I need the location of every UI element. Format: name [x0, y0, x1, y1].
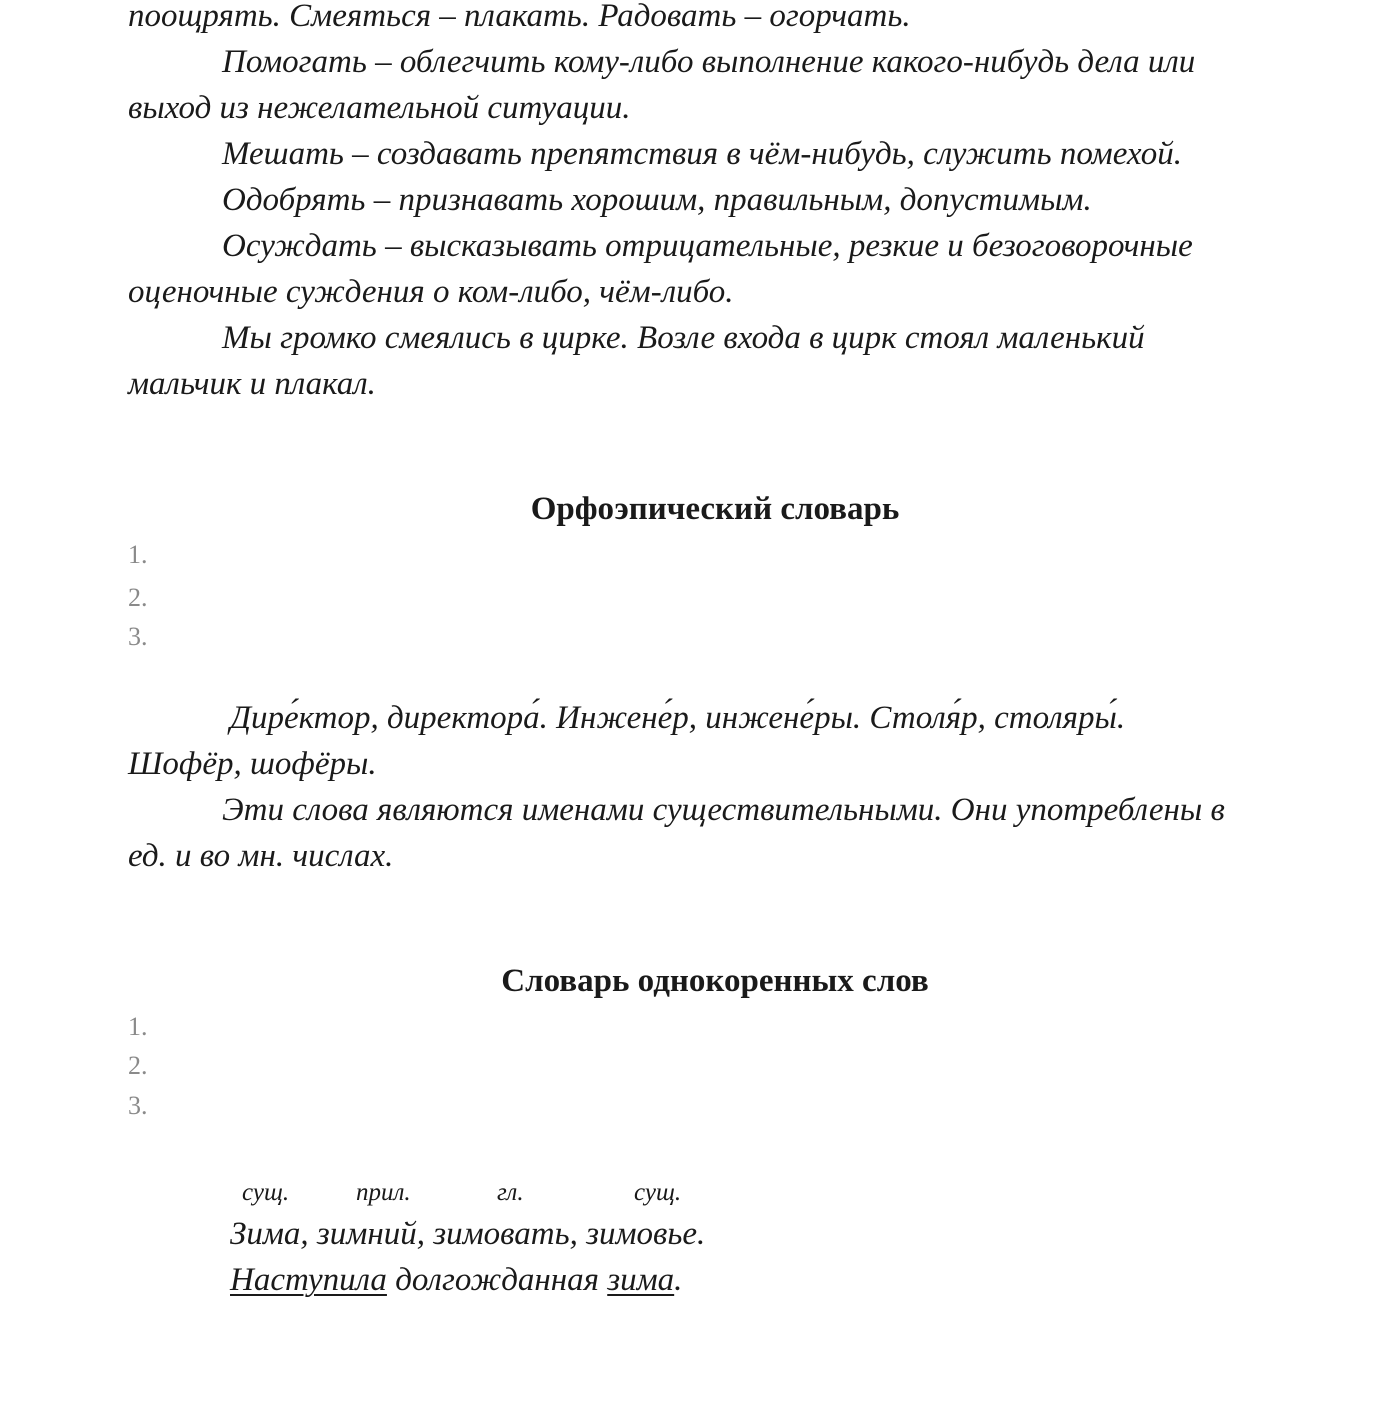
text-line: Помогать – облегчить кому-либо выполнение какого-нибудь дела или	[222, 44, 1196, 80]
text-line: Одобрять – признавать хорошим, правильным, допустимым.	[222, 182, 1092, 218]
text-line: выход из нежелательной ситуации.	[128, 90, 631, 126]
sentence-middle: долгожданная	[386, 1262, 608, 1298]
text-line: Дире́ктор, директора́. Инжене́р, инжене́ры. Столя́р, столяры́.	[230, 700, 1126, 736]
underlined-predicate: Наступила	[230, 1262, 387, 1298]
part-of-speech-label: сущ.	[242, 1179, 290, 1206]
text-line: Мешать – создавать препятствия в чём-нибудь, служить помехой.	[222, 136, 1182, 172]
section-heading-cognates: Словарь однокоренных слов	[501, 963, 929, 999]
sentence-end: .	[674, 1262, 683, 1298]
text-line: Шофёр, шофёры.	[128, 746, 377, 782]
section-heading-orthoepic: Орфоэпический словарь	[530, 491, 900, 527]
text-line: поощрять. Смеяться – плакать. Радовать – огорчать.	[128, 0, 911, 34]
list-number: 1.	[128, 540, 148, 569]
underlined-subject: зима	[607, 1262, 675, 1298]
part-of-speech-label: гл.	[497, 1179, 524, 1206]
list-number: 1.	[128, 1012, 148, 1041]
text-line: Мы громко смеялись в цирке. Возле входа в цирк стоял маленький	[222, 320, 1145, 356]
list-number: 3.	[128, 622, 148, 651]
text-line: оценочные суждения о ком-либо, чём-либо.	[128, 274, 734, 310]
example-sentence	[230, 1264, 682, 1297]
text-line: Эти слова являются именами существительными. Они употреблены в	[222, 792, 1225, 828]
text-line: ед. и во мн. числах.	[128, 838, 394, 874]
text-line: мальчик и плакал.	[128, 366, 376, 402]
text-line: Осуждать – высказывать отрицательные, резкие и безоговорочные	[222, 228, 1193, 264]
part-of-speech-label: прил.	[356, 1179, 411, 1206]
list-number: 3.	[128, 1091, 148, 1120]
list-number: 2.	[128, 583, 148, 612]
text-line: Зима, зимний, зимовать, зимовье.	[230, 1216, 706, 1252]
list-number: 2.	[128, 1051, 148, 1080]
part-of-speech-label: сущ.	[634, 1179, 682, 1206]
